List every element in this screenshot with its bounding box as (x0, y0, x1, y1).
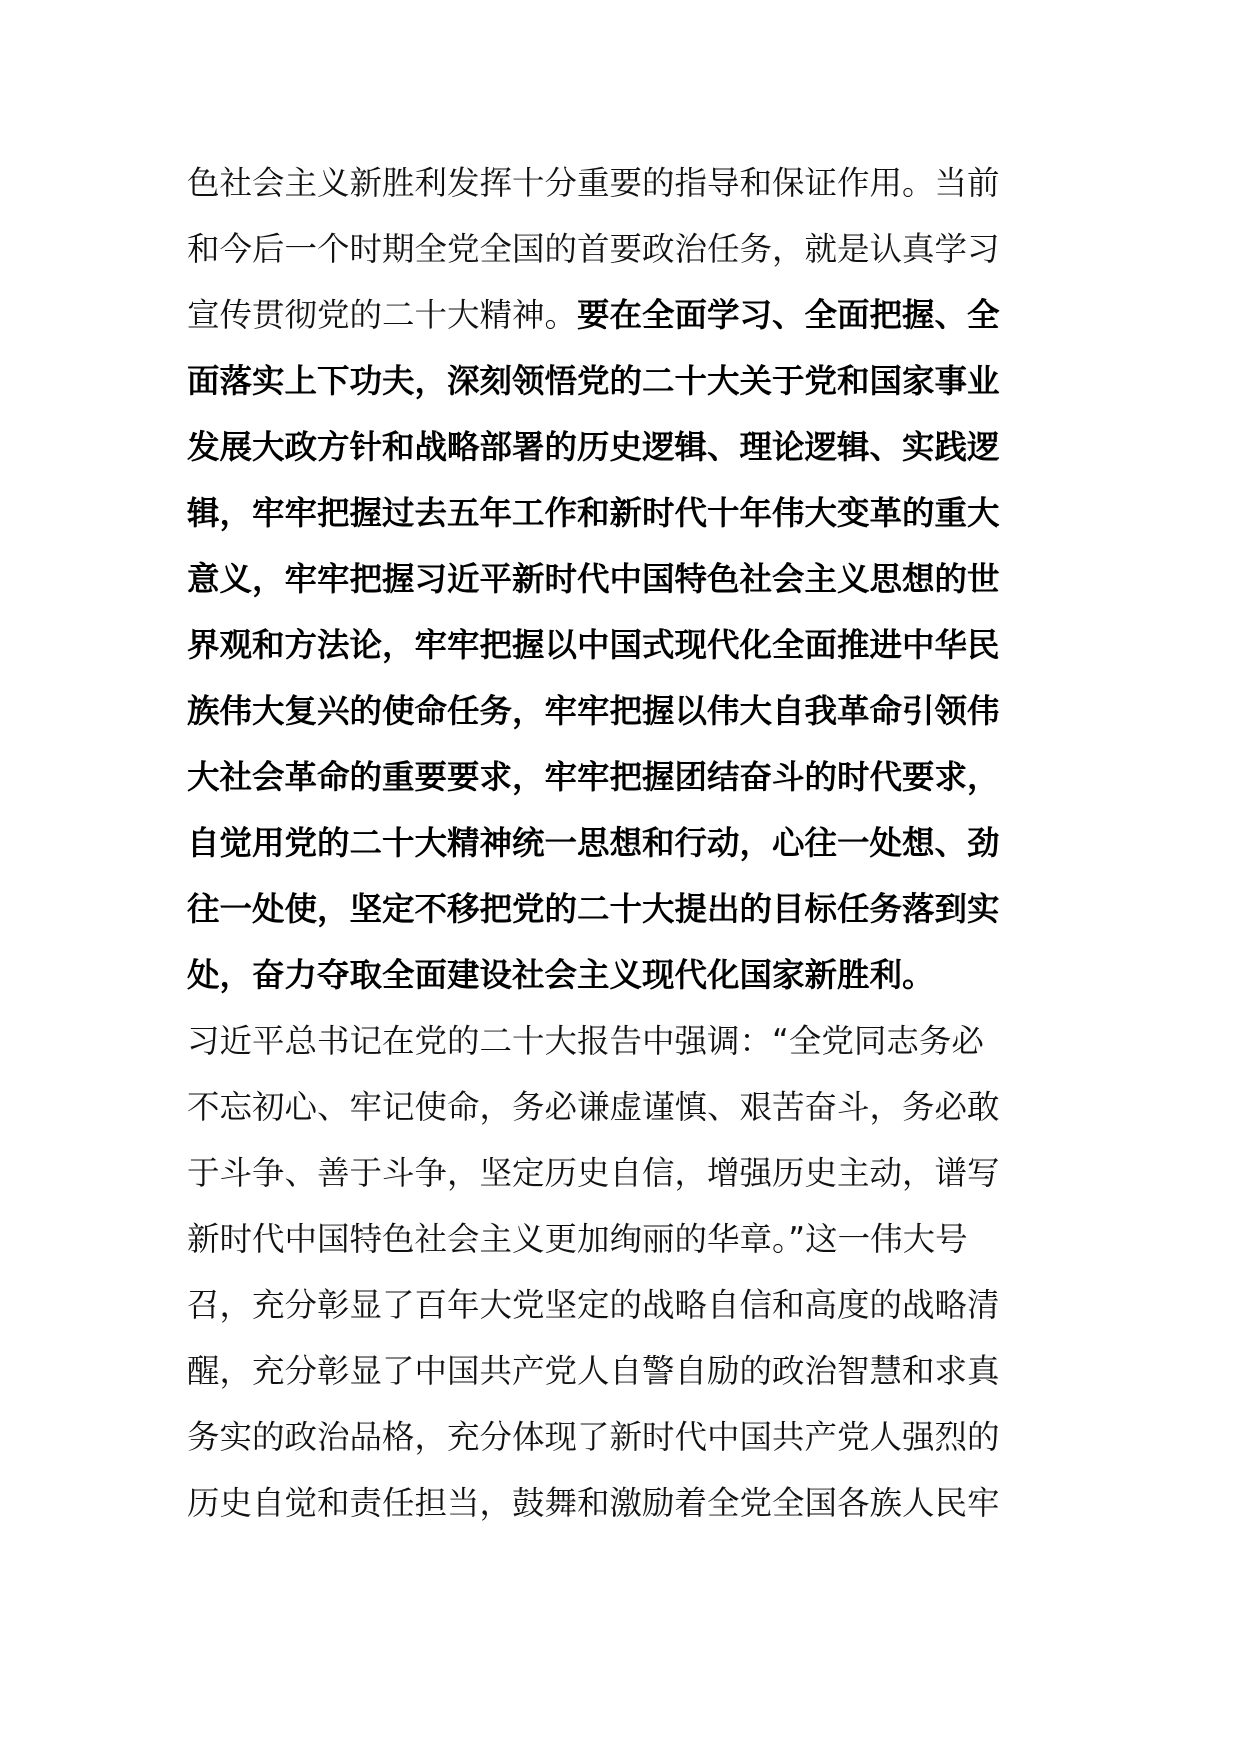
document-body (187, 150, 1027, 1536)
bold-text-segment: 辑，牢牢把握过去五年工作和新时代十年伟大变革的重大 (187, 494, 1000, 532)
bold-text-segment: 处，奋力夺取全面建设社会主义现代化国家新胜利。 (187, 956, 935, 994)
text-line (187, 282, 1027, 348)
text-line (187, 1272, 1027, 1338)
text-line (187, 1008, 1027, 1074)
text-line (187, 810, 1027, 876)
text-segment: 召，充分彰显了百年大党坚定的战略自信和高度的战略清 (187, 1286, 1000, 1324)
text-line (187, 480, 1027, 546)
bold-text-segment: 族伟大复兴的使命任务，牢牢把握以伟大自我革命引领伟 (187, 692, 1000, 730)
text-segment: 色社会主义新胜利发挥十分重要的指导和保证作用。当前 (187, 164, 1000, 202)
bold-text-segment: 要在全面学习、全面把握、全 (577, 296, 1000, 334)
bold-text-segment: 大社会革命的重要要求，牢牢把握团结奋斗的时代要求， (187, 758, 1000, 796)
text-segment: 新时代中国特色社会主义更加绚丽的华章。”这一伟大号 (187, 1220, 968, 1258)
text-line (187, 414, 1027, 480)
text-line (187, 216, 1027, 282)
text-line (187, 876, 1027, 942)
text-line (187, 744, 1027, 810)
bold-text-segment: 往一处使，坚定不移把党的二十大提出的目标任务落到实 (187, 890, 1000, 928)
text-line (187, 1338, 1027, 1404)
text-line (187, 1206, 1027, 1272)
text-segment: 历史自觉和责任担当，鼓舞和激励着全党全国各族人民牢 (187, 1484, 1000, 1522)
bold-text-segment: 意义，牢牢把握习近平新时代中国特色社会主义思想的世 (187, 560, 1000, 598)
bold-text-segment: 发展大政方针和战略部署的历史逻辑、理论逻辑、实践逻 (187, 428, 1000, 466)
text-line (187, 546, 1027, 612)
text-segment: 习近平总书记在党的二十大报告中强调：“全党同志务必 (187, 1022, 984, 1060)
text-line (187, 1074, 1027, 1140)
bold-text-segment: 自觉用党的二十大精神统一思想和行动，心往一处想、劲 (187, 824, 1000, 862)
text-segment: 务实的政治品格，充分体现了新时代中国共产党人强烈的 (187, 1418, 1000, 1456)
text-segment: 不忘初心、牢记使命，务必谦虚谨慎、艰苦奋斗，务必敢 (187, 1088, 1000, 1126)
text-segment: 宣传贯彻党的二十大精神。 (187, 296, 578, 334)
text-line (187, 942, 1027, 1008)
bold-text-segment: 界观和方法论，牢牢把握以中国式现代化全面推进中华民 (187, 626, 1000, 664)
text-segment: 醒，充分彰显了中国共产党人自警自励的政治智慧和求真 (187, 1352, 1000, 1390)
text-line (187, 678, 1027, 744)
text-line (187, 612, 1027, 678)
text-line (187, 1404, 1027, 1470)
text-segment: 和今后一个时期全党全国的首要政治任务，就是认真学习 (187, 230, 1000, 268)
bold-text-segment: 面落实上下功夫，深刻领悟党的二十大关于党和国家事业 (187, 362, 1000, 400)
text-line (187, 348, 1027, 414)
text-line (187, 1470, 1027, 1536)
text-segment: 于斗争、善于斗争，坚定历史自信，增强历史主动，谱写 (187, 1154, 1000, 1192)
text-line (187, 1140, 1027, 1206)
text-line (187, 150, 1027, 216)
